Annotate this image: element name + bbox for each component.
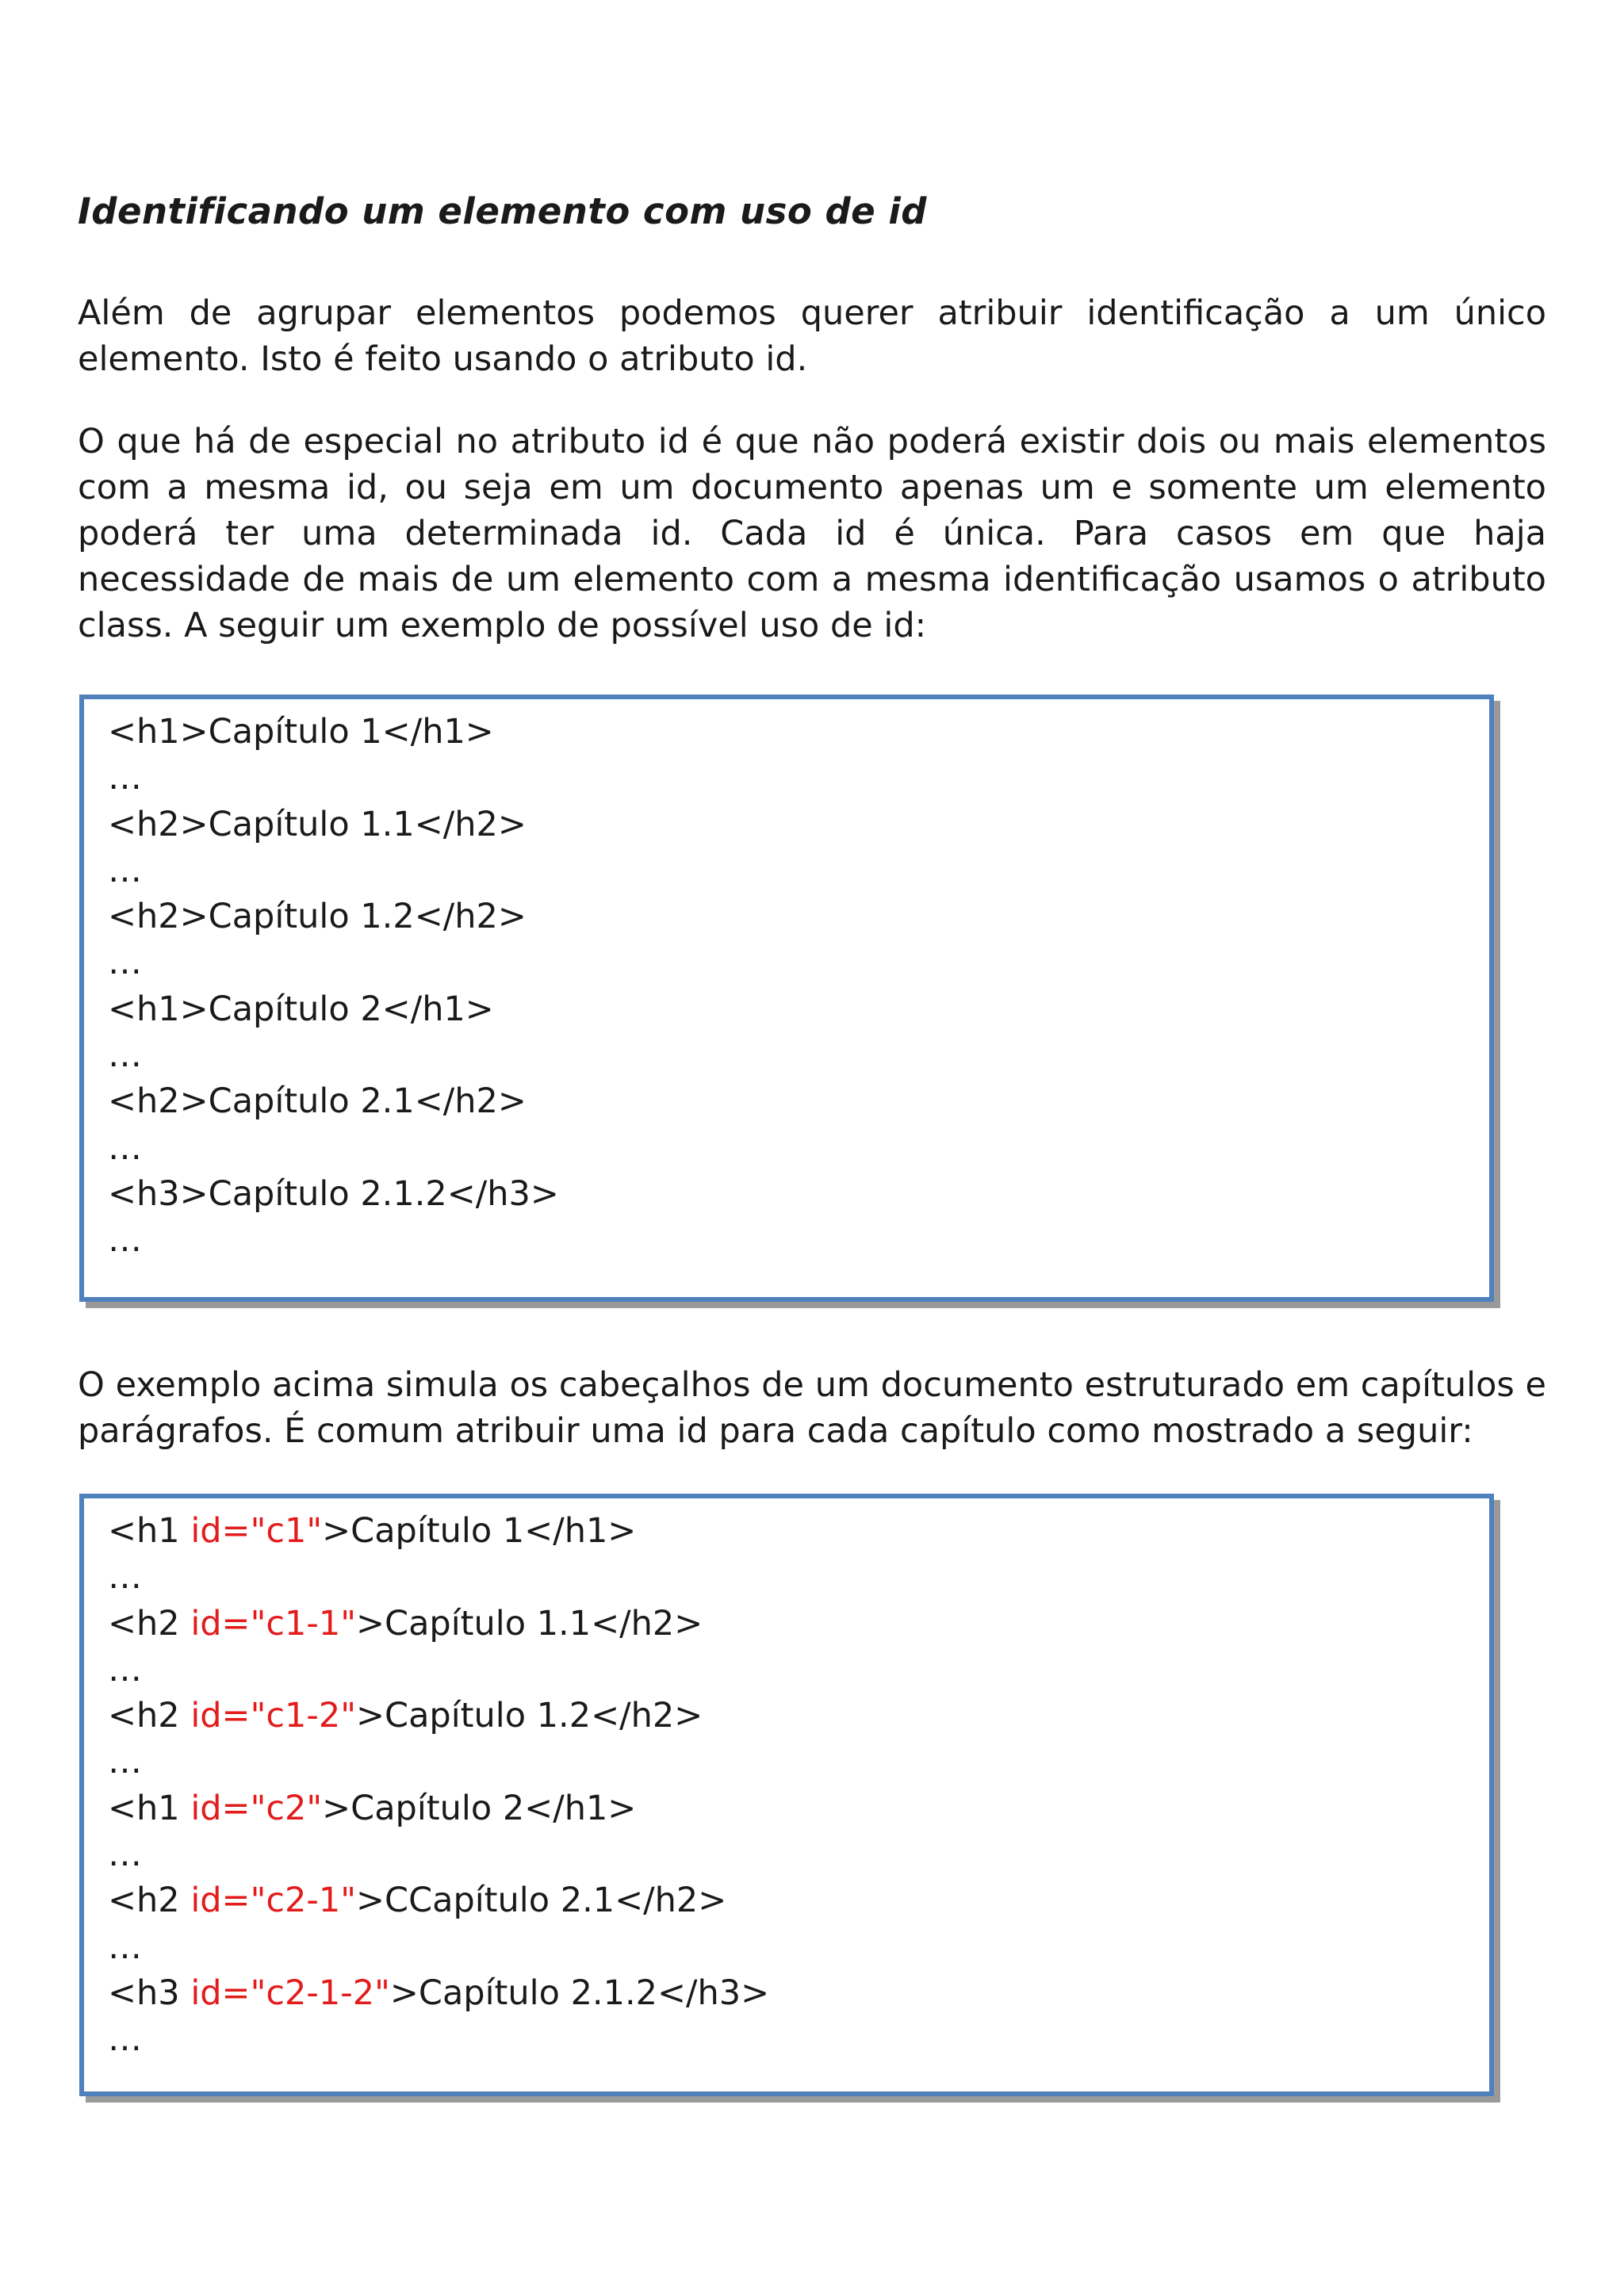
code-tag-rest: >Capítulo 2.1.2</h3> bbox=[389, 1973, 770, 2013]
code-line bbox=[108, 1970, 1467, 2016]
code-line bbox=[108, 1601, 1467, 1647]
code-tag-rest: >Capítulo 1.2</h2> bbox=[356, 1696, 703, 1736]
code-ellipsis: … bbox=[108, 1649, 142, 1689]
code-tag-start: <h1 bbox=[108, 1511, 191, 1551]
paragraph-intro: Além de agrupar elementos podemos querer atribuir identificação a um único elemento. Isto é feito usando o atributo id. bbox=[78, 293, 1546, 379]
code-tag-rest: >Capítulo 2</h1> bbox=[322, 1788, 637, 1828]
paragraph-example-description: O exemplo acima simula os cabeçalhos de um documento estruturado em capítulos e parágrafos. É comum atribuir uma id para cada capítulo como mostrado a seguir: bbox=[78, 1365, 1546, 1451]
code-tag-start: <h2 bbox=[108, 1696, 191, 1736]
paragraph-id-explanation: O que há de especial no atributo id é que não poderá existir dois ou mais elementos com a mesma id, ou seja em um documento apenas um e somente um elemento poderá ter uma determinada id. Cada id é única. Para casos em que haja necessidade de mais de um elemento com a mesma identificação usamos o atributo class. A seguir um exemplo de possível uso de id: bbox=[78, 422, 1546, 645]
code-tag-rest: >Capítulo 1</h1> bbox=[322, 1511, 637, 1551]
code-tag-start: <h2 bbox=[108, 1603, 191, 1644]
code-id-attribute: id="c1-2" bbox=[190, 1696, 357, 1736]
code-line bbox=[108, 1739, 1467, 1785]
code-id-attribute: id="c2-1-2" bbox=[190, 1973, 390, 2013]
code-line: … bbox=[108, 943, 142, 983]
code-id-attribute: id="c2-1" bbox=[190, 1881, 357, 1921]
code-line bbox=[108, 1924, 1467, 1970]
code-example-box-2 bbox=[79, 1494, 1494, 2096]
code-ellipsis: … bbox=[108, 1835, 142, 1875]
code-line: <h1>Capítulo 1</h1> bbox=[108, 712, 494, 752]
code-line bbox=[108, 1554, 1467, 1600]
code-ellipsis: … bbox=[108, 2019, 142, 2060]
code-line bbox=[108, 1647, 1467, 1693]
code-line: … bbox=[108, 758, 142, 798]
code-line: <h1>Capítulo 2</h1> bbox=[108, 989, 494, 1029]
code-line bbox=[108, 1877, 1467, 1923]
code-tag-rest: >Capítulo 1.1</h2> bbox=[356, 1603, 703, 1644]
code-id-attribute: id="c1" bbox=[190, 1511, 323, 1551]
code-ellipsis: … bbox=[108, 1742, 142, 1782]
code-line: <h2>Capítulo 2.1</h2> bbox=[108, 1081, 527, 1122]
section-heading: Identificando um elemento com uso de id bbox=[78, 190, 928, 232]
code-line: <h2>Capítulo 1.2</h2> bbox=[108, 897, 527, 937]
code-line: … bbox=[108, 1127, 142, 1168]
code-id-attribute: id="c1-1" bbox=[190, 1603, 357, 1644]
code-ellipsis: … bbox=[108, 1927, 142, 1967]
code-line: <h3>Capítulo 2.1.2</h3> bbox=[108, 1173, 559, 1214]
code-line bbox=[108, 1831, 1467, 1877]
code-line bbox=[108, 1508, 1467, 1554]
code-tag-rest: >CCapítulo 2.1</h2> bbox=[356, 1881, 727, 1921]
code-tag-start: <h3 bbox=[108, 1973, 191, 2013]
code-line bbox=[108, 1785, 1467, 1831]
code-line: <h2>Capítulo 1.1</h2> bbox=[108, 804, 527, 844]
code-line bbox=[108, 1693, 1467, 1739]
code-line: … bbox=[108, 1035, 142, 1076]
code-line: … bbox=[108, 1220, 142, 1261]
code-ellipsis: … bbox=[108, 1557, 142, 1598]
code-tag-start: <h2 bbox=[108, 1881, 191, 1921]
code-tag-start: <h1 bbox=[108, 1788, 191, 1828]
code-id-attribute: id="c2" bbox=[190, 1788, 323, 1828]
code-line: … bbox=[108, 850, 142, 890]
code-example-box-1 bbox=[79, 695, 1494, 1302]
code-line bbox=[108, 2016, 1467, 2062]
